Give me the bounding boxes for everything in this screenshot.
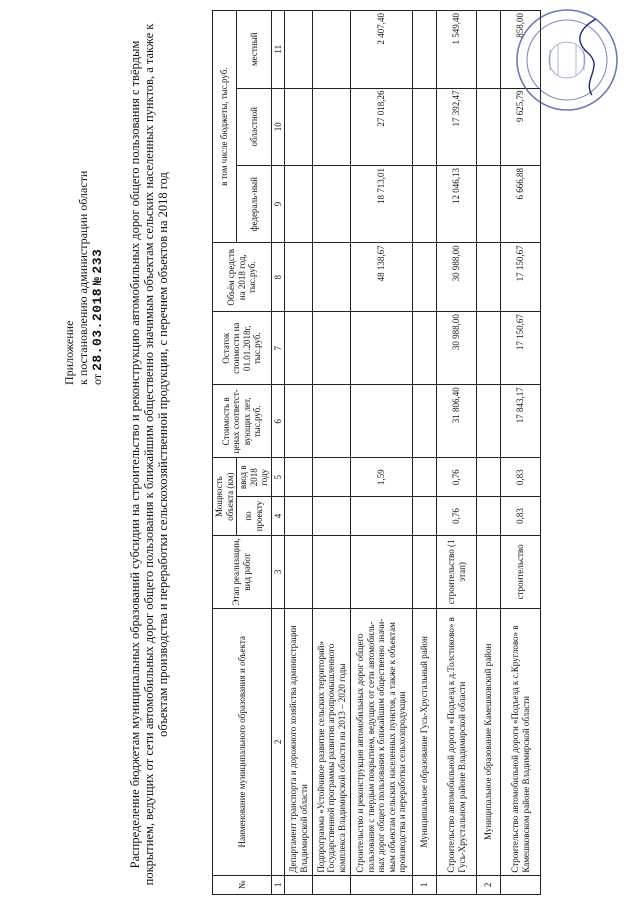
appendix-number: 233 (90, 248, 105, 274)
col-header-local: местный (237, 11, 272, 89)
table-row: Подпрограмма «Устойчивое развитие сельских территорий» Государственной программы развития агропромышленного комплекса Владимирской области на 2013 – 2020 годы (313, 11, 351, 895)
appendix-resolution-line: к постановлению администрации области (76, 170, 90, 385)
col-header-stage: Этап реализации, вид работ (213, 535, 272, 608)
table-row: Строительство и реконструкция автомобильных дорог общего пользования с твердым покрытием, ведущих от сети автомобиль-ных дорог общего пользования к ближайшим общественно значи-мым объектам сельских населенных пунктов, а также к объектам производства и переработки сельхозпродукции 1,59 48 138,67 18 713,01 27 018,26 2 407,40 (351, 11, 413, 895)
col-header-volume: Объём средств на 2018 год, тыс.руб. (213, 243, 272, 312)
official-seal-stamp (512, 5, 622, 115)
col-header-capacity: Мощность объекта (км) (213, 458, 237, 535)
col-header-federal: федераль-ный (237, 165, 272, 242)
col-header-cap-project: по проекту (237, 497, 272, 536)
col-header-cap-2018: ввод в 2018 году (237, 458, 272, 497)
col-header-cost: Стоимость в ценах соответст-вующих лет, тыс.руб. (213, 385, 272, 458)
appendix-date-line: от 28.03.2018 № 233 (90, 248, 105, 385)
appendix-date: 28.03.2018 (90, 287, 105, 371)
table-row: 1 Муниципальное образование Гусь-Хрустальный район (413, 11, 437, 895)
appendix-label: Приложение (62, 320, 76, 385)
number-sign: № (90, 276, 105, 285)
appendix-header (62, 45, 105, 385)
col-header-regional: областной (237, 88, 272, 165)
document-title: Распределение бюджетам муниципальных образований субсидии на строительство и реконструкцию автомобильных дорог общего пользования с твёрдым покрытием, ведущих от сети автомобильных дорог общего пользования к ближайшим общественно значимым объектам сельских населенных пунктов, а также к объектам производства и переработки сельскохозяйственной продукции, с перечнем объектов на 2018 год (128, 23, 171, 886)
table-row: Департамент транспорта и дорожного хозяйства администрации Владимирской области (285, 11, 313, 895)
column-number-row: 1 2 3 4 5 6 7 8 9 10 11 (271, 11, 285, 895)
table-row: Строительство автомобильной дороги «Подъезд к д.Толстиково» в Гусь-Хрустальном районе Владимирской области строительство (1 этап) 0,76 0,76 31 806,40 30 988,00 30 988,00 12 046,13 17 392,47 1 549,40 (437, 11, 477, 895)
col-header-budgets: в том числе бюджеты, тыс.руб. (213, 11, 237, 243)
col-header-remain: Остаток стоимости на 01.01.2018г, тыс.руб. (213, 312, 272, 385)
col-header-name: Наименование муниципального образования и объекта (213, 608, 272, 875)
table-row: 2 Муниципальное образование Камешковский район (477, 11, 501, 895)
table-row: Строительство автомобильной дороги «Подъезд к с.Круглово» в Камешковском районе Владимирской области строительство 0,83 0,83 17 843,17 17 150,67 17 150,67 6 666,88 9 625,79 858,00 (501, 11, 541, 895)
col-header-num: № (213, 875, 272, 894)
subsidy-table (212, 10, 541, 895)
